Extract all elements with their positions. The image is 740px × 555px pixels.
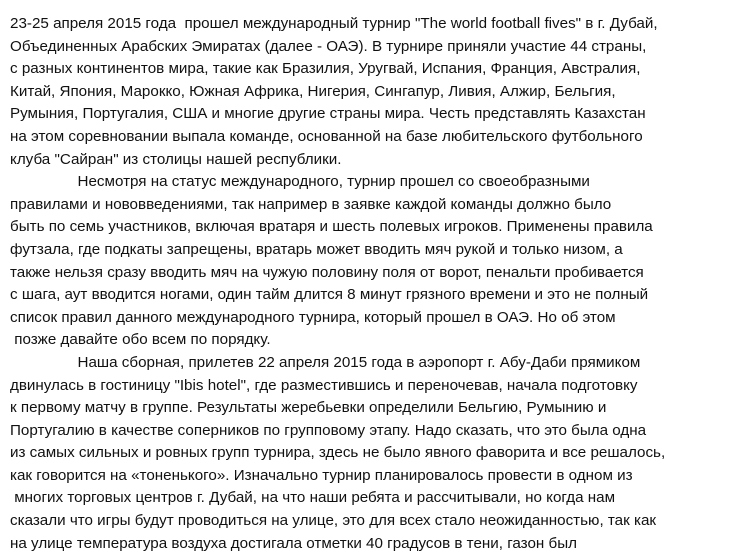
text-line: позже давайте обо всем по порядку. — [10, 331, 271, 349]
text-line: Несмотря на статус международного, турнир прошел со своеобразными — [10, 173, 590, 191]
text-line: Наша сборная, прилетев 22 апреля 2015 года в аэропорт г. Абу-Даби прямиком — [10, 353, 641, 371]
text-line: клуба "Сайран" из столицы нашей республики. — [10, 150, 342, 168]
text-line: на улице температура воздуха достигала отметки 40 градусов в тени, газон был — [10, 534, 578, 552]
text-line: также нельзя сразу вводить мяч на чужую половину поля от ворот, пенальти пробивается — [10, 263, 644, 281]
text-line: сказали что игры будут проводиться на улице, это для всех стало неожиданностью, так как — [10, 512, 657, 530]
text-line: футзала, где подкаты запрещены, вратарь может вводить мяч рукой и только низом, а — [10, 240, 623, 258]
text-line: к первому матчу в группе. Результаты жеребьевки определили Бельгию, Румынию и — [10, 399, 607, 417]
text-line: Португалию в качестве соперников по групповому этапу. Надо сказать, что это была одна — [10, 421, 647, 439]
text-line: двинулась в гостиницу "Ibis hotel", где разместившись и переночевав, начала подготовку — [10, 376, 638, 394]
text-line: на этом соревновании выпала команде, основанной на базе любительского футбольного — [10, 127, 643, 145]
text-line: быть по семь участников, включая вратаря и шесть полевых игроков. Применены правила — [10, 218, 653, 236]
text-line: Объединенных Арабских Эмиратах (далее - ОАЭ). В турнире приняли участие 44 страны, — [10, 37, 647, 55]
text-line: из самых сильных и ровных групп турнира, здесь не было явного фаворита и все решалось, — [10, 444, 666, 462]
text-line: с шага, аут вводится ногами, один тайм длится 8 минут грязного времени и это не полный — [10, 286, 649, 304]
text-line: с разных континентов мира, такие как Бразилия, Уругвай, Испания, Франция, Австралия, — [10, 60, 641, 78]
text-line: как говорится на «тоненького». Изначально турнир планировалось провести в одном из — [10, 466, 633, 484]
text-line: правилами и нововведениями, так например в заявке каждой команды должно было — [10, 195, 612, 213]
text-line: Румыния, Португалия, США и многие другие страны мира. Честь представлять Казахстан — [10, 105, 646, 123]
text-line: список правил данного международного турнира, который прошел в ОАЭ. Но об этом — [10, 308, 616, 326]
text-line: 23-25 апреля 2015 года прошел международный турнир "The world football fives" в г. Дубай, — [10, 15, 658, 32]
text-line: Китай, Япония, Марокко, Южная Африка, Нигерия, Сингапур, Ливия, Алжир, Бельгия, — [10, 82, 616, 100]
document-text — [10, 13, 738, 555]
text-line: многих торговых центров г. Дубай, на что наши ребята и рассчитывали, но когда нам — [10, 489, 616, 507]
